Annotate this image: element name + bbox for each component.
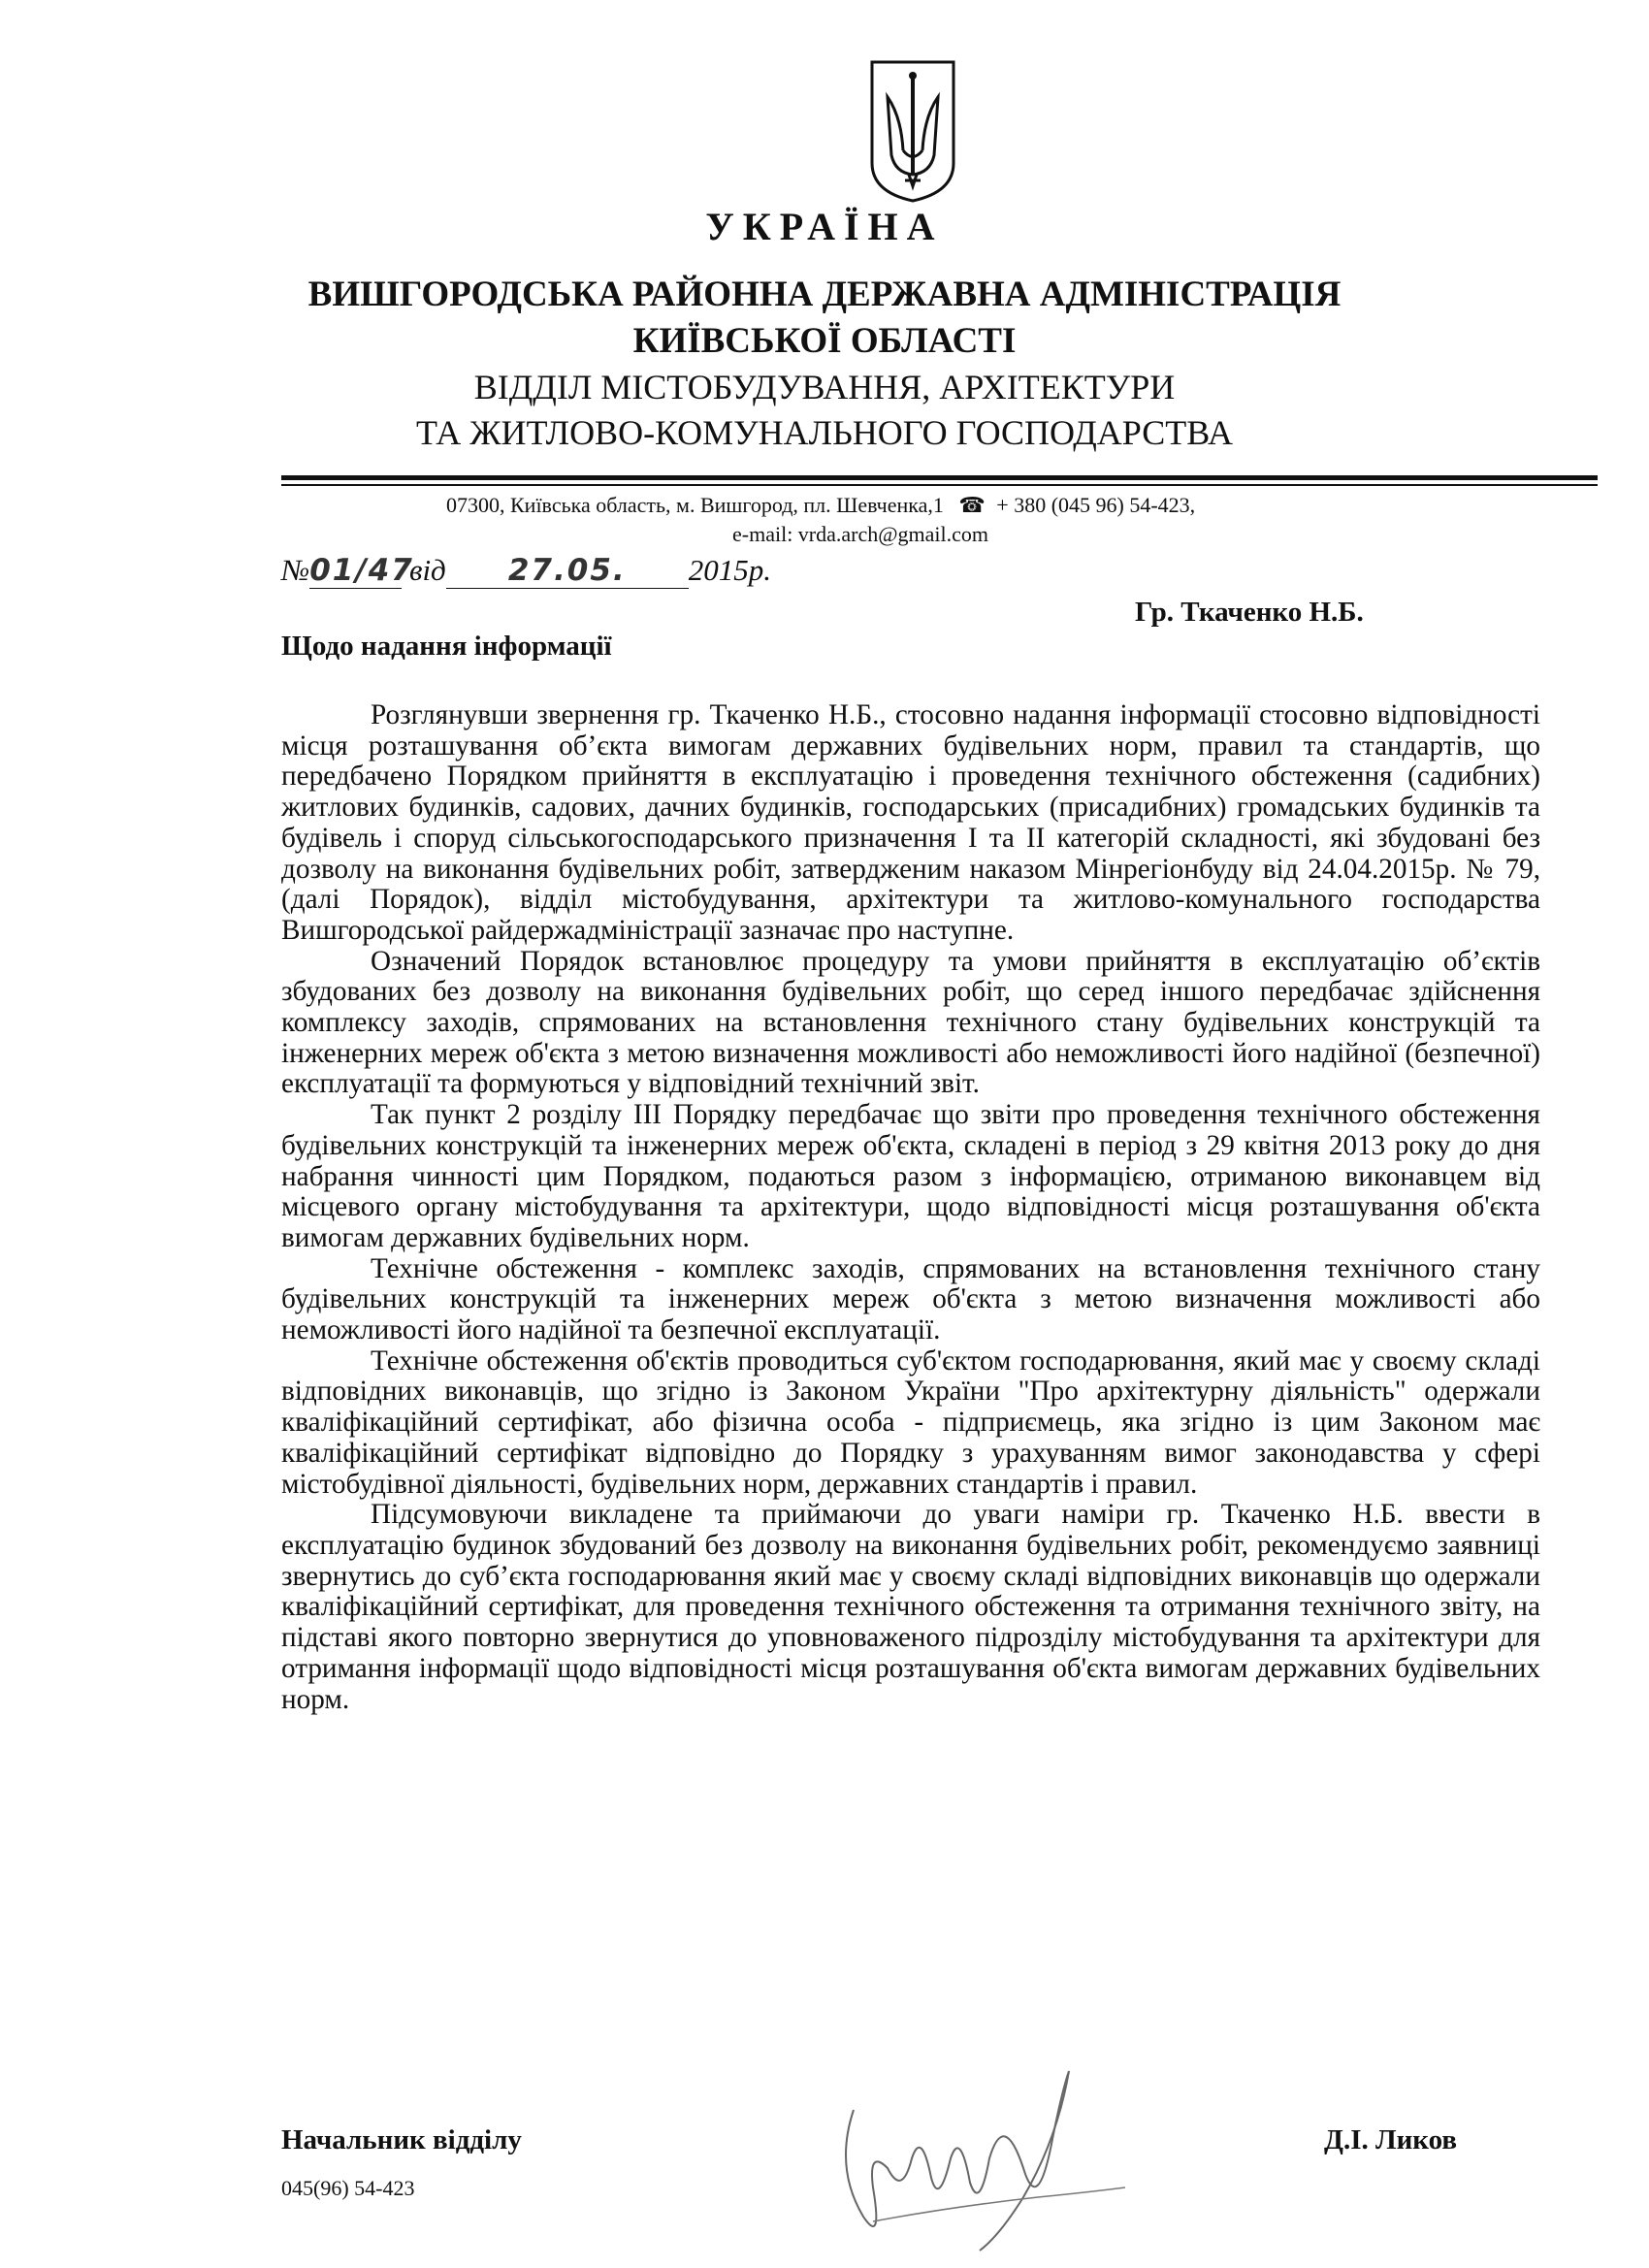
subject-line: Щодо надання інформації [281, 631, 612, 662]
department-name-line1: ВІДДІЛ МІСТОБУДУВАННЯ, АРХІТЕКТУРИ [473, 368, 1176, 406]
body-paragraph: Так пункт 2 розділу ІІІ Порядку передбачає що звіти про проведення технічного обстеження будівельних конструкцій та інженерних мереж об'єкта, складені в період з 29 квітня 2013 року до дня набрання чинності цим Порядком, подаються разом з інформацією, отриманою виконавцем від місцевого органу містобудування та архітектури, щодо відповідності місця розташування об'єкта вимогам державних будівельних норм. [281, 1099, 1540, 1253]
postal-address: 07300, Київська область, м. Вишгород, пл. Шевченка,1 [446, 493, 944, 517]
telephone-icon: ☎ [958, 493, 986, 517]
body-paragraph: Означений Порядок встановлює процедуру та умови прийняття в експлуатацію об’єктів збудованих без дозволу на виконання будівельних робіт, що серед іншого передбачає здійснення комплексу заходів, спрямованих на встановлення технічного стану будівельних конструкцій та інженерних мереж об'єкта з метою визначення можливості або неможливості його надійної (безпечної) експлуатації та формуються у відповідний технічний звіт. [281, 945, 1540, 1100]
body-paragraph: Розглянувши звернення гр. Ткаченко Н.Б., стосовно надання інформації стосовно відповідності місця розташування об’єкта вимогам державних будівельних норм, правил та стандартів, що передбачено Порядком прийняття в експлуатацію і проведення технічного обстеження (садибних) житлових будинків, садових, дачних будинків, господарських (присадибних) громадських будинків та будівель і споруд сільськогосподарського призначення І та ІІ категорій складності, які збудовані без дозволу на виконання будівельних робіт, затвердженим наказом Мінрегіонбуду від 24.04.2015р. № 79, (далі Порядок), відділ містобудування, архітектури та житлово-комунального господарства Вишгородської райдержадміністрації зазначає про наступне. [281, 699, 1540, 946]
registration-line [281, 553, 771, 589]
signatory-name: Д.І. Ликов [1324, 2124, 1458, 2155]
date-label: від [408, 553, 446, 587]
organization-region: КИЇВСЬКОЇ ОБЛАСТІ [632, 321, 1017, 361]
number-label: № [281, 553, 310, 587]
handwritten-signature [815, 2052, 1135, 2260]
country-title: УКРАЇНА [705, 205, 944, 248]
department-name-line2: ТА ЖИТЛОВО-КОМУНАЛЬНОГО ГОСПОДАРСТВА [416, 413, 1233, 452]
registration-year: 2015р. [688, 553, 771, 587]
header-divider-thin [281, 484, 1598, 486]
header-divider [281, 475, 1598, 480]
coat-of-arms-icon [866, 58, 959, 204]
letter-body [281, 700, 1540, 1715]
executor-phone: 045(96) 54-423 [281, 2176, 415, 2200]
body-paragraph: Підсумовуючи викладене та приймаючи до уваги наміри гр. Ткаченко Н.Б. ввести в експлуатацію будинок збудований без дозволу на виконання будівельних робіт, рекомендуємо заявниці звернутись до суб’єкта господарювання який має у своєму складі відповідних виконавців що одержали кваліфікаційний сертифікат, для проведення технічного обстеження та отримання технічного звіту, на підставі якого повторно звернутися до уповноваженого підрозділу містобудування та архітектури для отримання інформації щодо відповідності місця розташування об'єкта вимогам державних будівельних норм. [281, 1499, 1540, 1715]
email-address: e-mail: vrda.arch@gmail.com [732, 522, 988, 546]
signatory-title: Начальник відділу [281, 2124, 522, 2155]
phone-number: + 380 (045 96) 54-423, [996, 493, 1196, 517]
contact-line [446, 493, 1195, 518]
body-paragraph: Технічне обстеження об'єктів проводиться суб'єктом господарювання, який має у своєму складі відповідних виконавців, що згідно із Законом України "Про архітектурну діяльність" одержали кваліфікаційний сертифікат, або фізична особа - підприємець, яка згідно із цим Законом має кваліфікаційний сертифікат відповідно до Порядку з урахуванням вимог законодавства у сфері містобудівної діяльності, будівельних норм, державних стандартів і правил. [281, 1345, 1540, 1500]
registration-number: 01/47 [309, 553, 414, 588]
organization-name: ВИШГОРОДСЬКА РАЙОННА ДЕРЖАВНА АДМІНІСТРАЦІЯ [307, 275, 1342, 314]
registration-date: 27.05. [507, 553, 627, 588]
body-paragraph: Технічне обстеження - комплекс заходів, спрямованих на встановлення технічного стану будівельних конструкцій та інженерних мереж об'єкта з метою визначення можливості або неможливості його надійної та безпечної експлуатації. [281, 1252, 1540, 1346]
recipient: Гр. Ткаченко Н.Б. [1135, 597, 1364, 628]
